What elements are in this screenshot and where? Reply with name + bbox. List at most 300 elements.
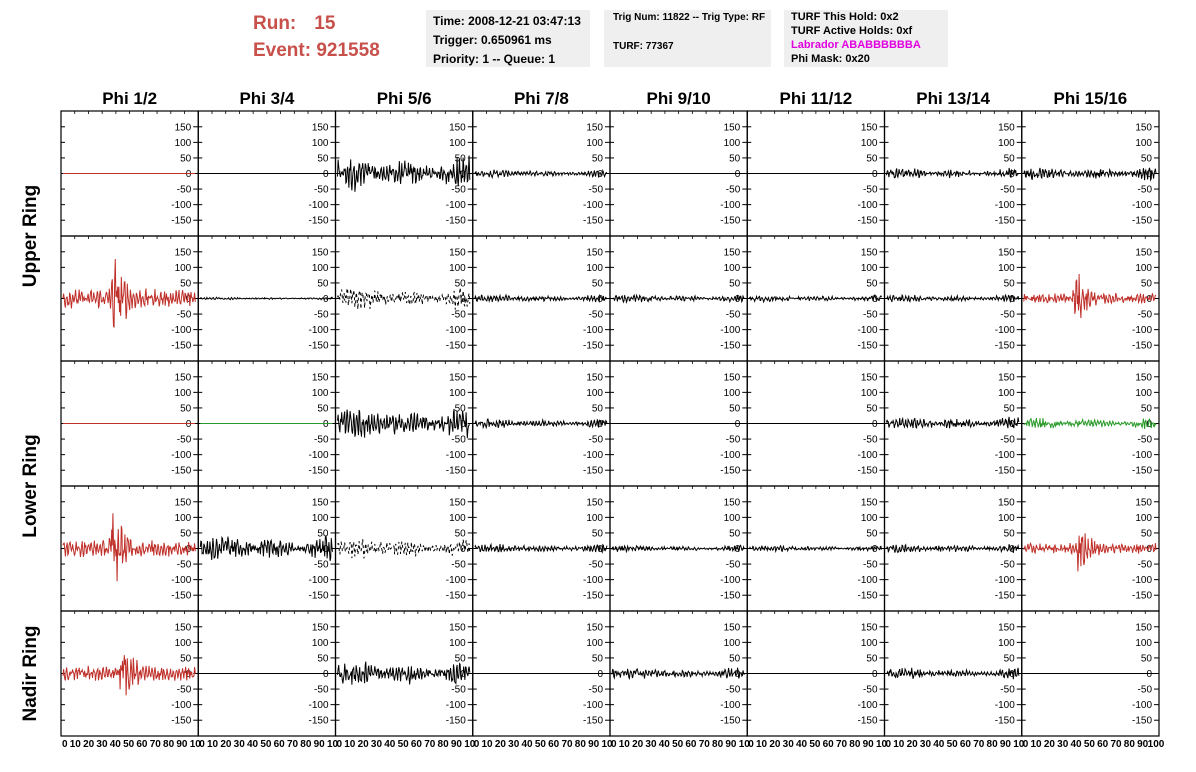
y-tick-label-r4-c7-0: 150 <box>998 497 1015 509</box>
y-tick-label-r5-c1-1: 100 <box>174 637 192 649</box>
y-tick-label-r2-c8-0: 150 <box>1135 247 1152 259</box>
y-tick-label-r4-c8-5: -100 <box>1131 575 1152 587</box>
y-tick-label-r5-c3-0: 150 <box>449 622 466 634</box>
y-tick-label-r3-c1-5: -100 <box>171 450 192 462</box>
x-tick-label-c6-1: 10 <box>756 739 768 750</box>
y-tick-label-r3-c3-5: -100 <box>445 450 466 462</box>
x-tick-label-c4-5: 50 <box>534 739 546 750</box>
y-tick-label-r4-c2-4: -50 <box>314 559 329 571</box>
y-tick-label-r4-c2-1: 100 <box>311 512 329 524</box>
x-tick-label-c2-6: 60 <box>273 739 285 750</box>
y-tick-label-r3-c6-4: -50 <box>863 434 878 446</box>
y-tick-label-r3-c6-6: -150 <box>857 465 878 477</box>
y-tick-label-r3-c8-2: 50 <box>1140 403 1152 415</box>
y-tick-label-r1-c3-4: -50 <box>451 184 466 196</box>
y-tick-label-r4-c2-5: -100 <box>308 575 329 587</box>
y-tick-label-r1-c8-2: 50 <box>1140 153 1152 165</box>
y-tick-label-r2-c2-3: 0 <box>322 294 329 305</box>
y-tick-label-r4-c4-5: -100 <box>582 575 603 587</box>
y-tick-label-r1-c1-5: -100 <box>171 200 192 212</box>
y-tick-label-r3-c7-3: 0 <box>1009 419 1015 430</box>
waveform-r3-c4 <box>475 419 607 428</box>
y-tick-label-r5-c1-2: 50 <box>180 653 192 665</box>
y-tick-label-r1-c3-5: -100 <box>445 200 466 212</box>
x-tick-label-c6-5: 50 <box>809 739 821 750</box>
y-tick-label-r4-c3-4: -50 <box>451 559 466 571</box>
y-tick-label-r2-c7-1: 100 <box>998 262 1015 274</box>
y-tick-label-r1-c2-1: 100 <box>311 137 329 149</box>
phi-mask-text: Phi Mask: 0x20 <box>791 53 870 65</box>
y-tick-label-r3-c1-3: 0 <box>185 419 192 430</box>
x-tick-label-c5-0: 0 <box>611 739 617 750</box>
column-title-8: Phi 15/16 <box>1053 89 1128 108</box>
y-tick-label-r2-c3-5: -100 <box>445 325 466 337</box>
x-tick-label-c7-0: 0 <box>885 739 892 750</box>
x-tick-label-c2-1: 10 <box>207 739 219 750</box>
y-tick-label-r2-c5-1: 100 <box>723 262 741 274</box>
y-tick-label-r3-c2-4: -50 <box>314 434 329 446</box>
y-tick-label-r1-c2-0: 150 <box>311 122 329 134</box>
y-tick-label-r2-c4-0: 150 <box>586 247 603 259</box>
x-tick-label-c5-2: 20 <box>632 739 644 750</box>
y-tick-label-r5-c8-4: -50 <box>1137 684 1152 696</box>
ring-label-3: Nadir Ring <box>20 625 41 722</box>
x-tick-label-c4-0: 0 <box>473 739 480 750</box>
x-tick-label-c5-10: 10 <box>738 739 750 750</box>
x-tick-label-c8-10: 100 <box>1147 739 1165 750</box>
y-tick-label-r5-c5-1: 100 <box>723 637 741 649</box>
y-tick-label-r3-c3-4: -50 <box>451 434 466 446</box>
y-tick-label-r5-c3-6: -150 <box>445 715 466 727</box>
x-tick-label-c3-9: 90 <box>450 739 462 750</box>
waveform-r2-c8 <box>1024 274 1156 318</box>
y-tick-label-r5-c1-6: -150 <box>171 715 192 727</box>
y-tick-label-r2-c4-5: -100 <box>582 325 603 337</box>
x-tick-label-c6-4: 40 <box>795 739 808 750</box>
y-tick-label-r3-c5-0: 150 <box>723 372 741 384</box>
x-tick-label-c2-2: 20 <box>220 739 232 750</box>
y-tick-label-r2-c4-3: 0 <box>597 294 603 305</box>
y-tick-label-r5-c3-4: -50 <box>451 684 466 696</box>
y-tick-label-r1-c2-5: -100 <box>308 200 329 212</box>
x-tick-label-c8-3: 30 <box>1057 739 1069 750</box>
y-tick-label-r2-c8-6: -150 <box>1131 340 1152 352</box>
y-tick-label-r2-c5-0: 150 <box>723 247 741 259</box>
x-tick-label-c5-5: 50 <box>672 739 684 750</box>
y-tick-label-r5-c5-5: -100 <box>720 700 741 712</box>
x-tick-label-c7-5: 50 <box>946 739 958 750</box>
y-tick-label-r4-c5-1: 100 <box>723 512 741 524</box>
y-tick-label-r2-c1-2: 50 <box>180 278 192 290</box>
y-tick-label-r2-c6-2: 50 <box>866 278 878 290</box>
y-tick-label-r3-c3-2: 50 <box>454 403 466 415</box>
x-tick-label-c8-9: 90 <box>1137 739 1149 750</box>
y-tick-label-r4-c1-0: 150 <box>174 497 192 509</box>
run-label: Run: <box>253 13 297 34</box>
y-tick-label-r3-c2-6: -150 <box>308 465 329 477</box>
y-tick-label-r3-c4-4: -50 <box>588 434 603 446</box>
trig-num-text: Trig Num: 11822 -- Trig Type: RF <box>613 12 766 23</box>
x-tick-label-c2-5: 50 <box>260 739 272 750</box>
x-tick-label-c3-5: 50 <box>397 739 409 750</box>
x-tick-label-c7-2: 20 <box>906 739 918 750</box>
y-tick-label-r3-c5-1: 100 <box>723 387 741 399</box>
x-tick-label-c2-4: 40 <box>246 739 259 750</box>
waveform-r4-c7 <box>887 544 1019 553</box>
x-tick-label-c4-3: 30 <box>508 739 520 750</box>
y-tick-label-r1-c3-0: 150 <box>449 122 466 134</box>
y-tick-label-r1-c4-4: -50 <box>588 184 603 196</box>
waveform-r4-c2 <box>200 535 332 561</box>
x-tick-label-c6-10: 10 <box>875 739 888 750</box>
y-tick-label-r3-c6-3: 0 <box>871 419 878 430</box>
y-tick-label-r3-c6-5: -100 <box>857 450 878 462</box>
y-tick-label-r4-c8-2: 50 <box>1140 528 1152 540</box>
y-tick-label-r3-c6-2: 50 <box>866 403 878 415</box>
y-tick-label-r2-c8-5: -100 <box>1131 325 1152 337</box>
waveform-r5-c1 <box>63 655 195 695</box>
x-tick-label-c1-4: 40 <box>109 739 121 750</box>
x-tick-label-c5-9: 90 <box>725 739 737 750</box>
x-tick-label-c8-2: 20 <box>1043 739 1055 750</box>
y-tick-label-r1-c5-6: -150 <box>720 215 741 227</box>
x-tick-label-c7-4: 40 <box>933 739 945 750</box>
x-tick-label-c8-6: 60 <box>1097 739 1109 750</box>
column-title-3: Phi 5/6 <box>376 89 432 108</box>
y-tick-label-r5-c4-1: 100 <box>586 637 603 649</box>
y-tick-label-r3-c7-6: -150 <box>994 465 1015 477</box>
waveform-r3-c8 <box>1024 418 1156 429</box>
y-tick-label-r1-c8-1: 100 <box>1135 137 1152 149</box>
y-tick-label-r1-c4-3: 0 <box>597 169 603 180</box>
y-tick-label-r4-c7-3: 0 <box>1009 544 1015 555</box>
y-tick-label-r5-c6-6: -150 <box>857 715 878 727</box>
x-tick-label-c7-3: 30 <box>919 739 932 750</box>
y-tick-label-r2-c6-0: 150 <box>860 247 878 259</box>
y-tick-label-r4-c3-1: 100 <box>449 512 466 524</box>
y-tick-label-r2-c2-0: 150 <box>311 247 329 259</box>
y-tick-label-r1-c1-6: -150 <box>171 215 192 227</box>
x-tick-label-c3-1: 10 <box>344 739 356 750</box>
x-tick-label-c2-10: 10 <box>326 739 339 750</box>
column-title-5: Phi 9/10 <box>646 89 711 108</box>
y-tick-label-r4-c4-1: 100 <box>586 512 603 524</box>
y-tick-label-r1-c6-3: 0 <box>871 169 878 180</box>
y-tick-label-r4-c8-6: -150 <box>1131 590 1152 602</box>
y-tick-label-r4-c5-0: 150 <box>723 497 741 509</box>
y-tick-label-r1-c4-0: 150 <box>586 122 603 134</box>
waveform-r2-c5 <box>612 295 744 302</box>
y-tick-label-r1-c6-2: 50 <box>866 153 878 165</box>
waveform-r5-c3 <box>338 662 470 685</box>
y-tick-label-r3-c3-0: 150 <box>449 372 466 384</box>
y-tick-label-r1-c7-6: -150 <box>994 215 1015 227</box>
y-tick-label-r3-c8-5: -100 <box>1131 450 1152 462</box>
y-tick-label-r4-c1-5: -100 <box>171 575 192 587</box>
x-tick-label-c2-0: 0 <box>199 739 205 750</box>
x-tick-label-c8-4: 40 <box>1070 739 1082 750</box>
y-tick-label-r4-c1-6: -150 <box>171 590 192 602</box>
x-tick-label-c2-9: 90 <box>313 739 325 750</box>
y-tick-label-r1-c2-4: -50 <box>314 184 329 196</box>
y-tick-label-r1-c8-0: 150 <box>1135 122 1152 134</box>
y-tick-label-r3-c2-0: 150 <box>311 372 329 384</box>
y-tick-label-r5-c4-5: -100 <box>582 700 603 712</box>
y-tick-label-r5-c1-5: -100 <box>171 700 192 712</box>
y-tick-label-r5-c1-0: 150 <box>174 622 192 634</box>
x-tick-label-c2-7: 70 <box>286 739 299 750</box>
y-tick-label-r4-c1-2: 50 <box>180 528 192 540</box>
x-tick-label-c6-6: 60 <box>822 739 834 750</box>
waveform-r2-c6 <box>749 295 881 302</box>
waveform-r3-c7 <box>887 417 1019 428</box>
run-value: 15 <box>314 13 336 34</box>
y-tick-label-r3-c7-2: 50 <box>1003 403 1015 415</box>
y-tick-label-r1-c8-5: -100 <box>1131 200 1152 212</box>
y-tick-label-r3-c5-3: 0 <box>734 419 741 430</box>
y-tick-label-r2-c3-6: -150 <box>445 340 466 352</box>
y-tick-label-r3-c1-1: 100 <box>174 387 192 399</box>
x-tick-label-c6-0: 0 <box>748 739 754 750</box>
y-tick-label-r2-c4-6: -150 <box>582 340 603 352</box>
y-tick-label-r2-c5-4: -50 <box>725 309 741 321</box>
y-tick-label-r3-c8-3: 0 <box>1146 419 1152 430</box>
waveform-r1-c8 <box>1024 168 1156 180</box>
y-tick-label-r1-c7-1: 100 <box>998 137 1015 149</box>
y-tick-label-r2-c6-5: -100 <box>857 325 878 337</box>
x-tick-label-c5-4: 40 <box>658 739 670 750</box>
x-tick-label-c4-2: 20 <box>494 739 506 750</box>
x-tick-label-c6-8: 80 <box>849 739 861 750</box>
y-tick-label-r3-c1-4: -50 <box>176 434 192 446</box>
x-tick-label-c8-5: 50 <box>1083 739 1095 750</box>
x-tick-label-c6-2: 20 <box>769 739 781 750</box>
y-tick-label-r4-c3-6: -150 <box>445 590 466 602</box>
y-tick-label-r5-c7-0: 150 <box>998 622 1015 634</box>
y-tick-label-r4-c5-3: 0 <box>734 544 741 555</box>
y-tick-label-r1-c2-3: 0 <box>322 169 329 180</box>
y-tick-label-r4-c6-1: 100 <box>860 512 878 524</box>
y-tick-label-r2-c1-1: 100 <box>174 262 192 274</box>
y-tick-label-r2-c2-2: 50 <box>317 278 329 290</box>
x-tick-label-c4-8: 80 <box>574 739 586 750</box>
y-tick-label-r4-c5-2: 50 <box>729 528 741 540</box>
y-tick-label-r4-c2-0: 150 <box>311 497 329 509</box>
y-tick-label-r3-c1-6: -150 <box>171 465 192 477</box>
y-tick-label-r1-c7-3: 0 <box>1009 169 1015 180</box>
y-tick-label-r1-c7-4: -50 <box>1000 184 1015 196</box>
waveform-r1-c7 <box>887 168 1019 178</box>
trigger-text: Trigger: 0.650961 ms <box>433 33 552 47</box>
y-tick-label-r2-c8-1: 100 <box>1135 262 1152 274</box>
y-tick-label-r4-c3-0: 150 <box>449 497 466 509</box>
column-title-7: Phi 13/14 <box>916 89 990 108</box>
y-tick-label-r4-c2-6: -150 <box>308 590 329 602</box>
y-tick-label-r1-c3-1: 100 <box>449 137 466 149</box>
y-tick-label-r1-c1-2: 50 <box>180 153 192 165</box>
y-tick-label-r5-c2-3: 0 <box>322 669 329 680</box>
y-tick-label-r1-c4-2: 50 <box>591 153 603 165</box>
x-tick-label-c5-8: 80 <box>712 739 724 750</box>
y-tick-label-r2-c2-4: -50 <box>314 309 329 321</box>
waveform-r5-c7 <box>887 668 1019 679</box>
y-tick-label-r1-c6-4: -50 <box>863 184 878 196</box>
y-tick-label-r3-c7-4: -50 <box>1000 434 1015 446</box>
y-tick-label-r5-c3-3: 0 <box>460 669 466 680</box>
y-tick-label-r2-c7-4: -50 <box>1000 309 1015 321</box>
y-tick-label-r2-c7-3: 0 <box>1009 294 1015 305</box>
y-tick-label-r3-c5-2: 50 <box>729 403 741 415</box>
event-value: 921558 <box>316 40 380 61</box>
y-tick-label-r2-c1-0: 150 <box>174 247 192 259</box>
y-tick-label-r5-c7-5: -100 <box>994 700 1015 712</box>
x-tick-label-c7-7: 70 <box>973 739 985 750</box>
y-tick-label-r5-c5-6: -150 <box>720 715 741 727</box>
x-tick-label-c4-10: 10 <box>601 739 613 750</box>
x-tick-label-c1-8: 80 <box>163 739 175 750</box>
x-tick-label-c3-4: 40 <box>384 739 396 750</box>
x-tick-label-c1-3: 30 <box>96 739 108 750</box>
y-tick-label-r2-c2-1: 100 <box>311 262 329 274</box>
waveform-r4-c4 <box>475 544 607 552</box>
y-tick-label-r1-c3-2: 50 <box>454 153 466 165</box>
waveform-r2-c4 <box>475 295 607 302</box>
y-tick-label-r3-c1-0: 150 <box>174 372 192 384</box>
x-tick-label-c4-7: 70 <box>561 739 573 750</box>
x-tick-label-c7-10: 10 <box>1013 739 1025 750</box>
y-tick-label-r2-c3-0: 150 <box>449 247 466 259</box>
y-tick-label-r5-c4-0: 150 <box>586 622 603 634</box>
y-tick-label-r3-c8-1: 100 <box>1135 387 1152 399</box>
y-tick-label-r5-c4-4: -50 <box>588 684 603 696</box>
y-tick-label-r4-c4-3: 0 <box>597 544 603 555</box>
y-tick-label-r4-c8-4: -50 <box>1137 559 1152 571</box>
y-tick-label-r3-c7-1: 100 <box>998 387 1015 399</box>
y-tick-label-r5-c7-3: 0 <box>1009 669 1015 680</box>
y-tick-label-r2-c3-3: 0 <box>460 294 466 305</box>
y-tick-label-r4-c4-2: 50 <box>591 528 603 540</box>
ring-label-2: Lower Ring <box>20 434 41 538</box>
y-tick-label-r2-c5-2: 50 <box>729 278 741 290</box>
y-tick-label-r5-c7-1: 100 <box>998 637 1015 649</box>
y-tick-label-r2-c6-1: 100 <box>860 262 878 274</box>
y-tick-label-r5-c2-0: 150 <box>311 622 329 634</box>
x-tick-label-c1-1: 10 <box>69 739 81 750</box>
x-tick-label-c4-4: 40 <box>521 739 533 750</box>
waveform-r4-c3 <box>338 539 470 558</box>
y-tick-label-r4-c3-3: 0 <box>460 544 466 555</box>
x-tick-label-c8-8: 80 <box>1123 739 1135 750</box>
y-tick-label-r2-c1-6: -150 <box>171 340 192 352</box>
y-tick-label-r1-c1-3: 0 <box>185 169 192 180</box>
x-tick-label-c1-0: 0 <box>62 739 68 750</box>
waveform-r1-c3 <box>338 156 470 192</box>
y-tick-label-r4-c6-3: 0 <box>871 544 878 555</box>
x-tick-label-c7-9: 90 <box>999 739 1011 750</box>
y-tick-label-r3-c5-5: -100 <box>720 450 741 462</box>
x-tick-label-c5-1: 10 <box>618 739 630 750</box>
ring-label-1: Upper Ring <box>20 184 41 288</box>
labrador-text: Labrador ABABBBBBBA <box>791 39 921 51</box>
waveform-r4-c5 <box>612 545 744 551</box>
y-tick-label-r4-c1-1: 100 <box>174 512 192 524</box>
y-tick-label-r5-c4-6: -150 <box>582 715 603 727</box>
y-tick-label-r2-c8-4: -50 <box>1137 309 1152 321</box>
y-tick-label-r3-c7-5: -100 <box>994 450 1015 462</box>
y-tick-label-r3-c6-1: 100 <box>860 387 878 399</box>
waveform-r2-c7 <box>887 295 1019 302</box>
y-tick-label-r5-c2-5: -100 <box>308 700 329 712</box>
y-tick-label-r4-c7-5: -100 <box>994 575 1015 587</box>
y-tick-label-r4-c6-4: -50 <box>863 559 878 571</box>
y-tick-label-r2-c6-4: -50 <box>863 309 878 321</box>
y-tick-label-r5-c8-1: 100 <box>1135 637 1152 649</box>
y-tick-label-r5-c2-2: 50 <box>317 653 329 665</box>
turf-active-holds-text: TURF Active Holds: 0xf <box>791 25 913 37</box>
y-tick-label-r5-c6-5: -100 <box>857 700 878 712</box>
y-tick-label-r5-c7-2: 50 <box>1003 653 1015 665</box>
column-title-1: Phi 1/2 <box>102 89 158 108</box>
y-tick-label-r2-c7-2: 50 <box>1003 278 1015 290</box>
y-tick-label-r2-c5-5: -100 <box>720 325 741 337</box>
x-tick-label-c1-6: 60 <box>136 739 148 750</box>
y-tick-label-r5-c3-5: -100 <box>445 700 466 712</box>
y-tick-label-r2-c4-2: 50 <box>591 278 603 290</box>
y-tick-label-r4-c2-3: 0 <box>322 544 329 555</box>
y-tick-label-r4-c8-3: 0 <box>1146 544 1152 555</box>
x-tick-label-c2-3: 30 <box>233 739 245 750</box>
x-tick-label-c5-7: 70 <box>698 739 710 750</box>
y-tick-label-r5-c8-0: 150 <box>1135 622 1152 634</box>
y-tick-label-r1-c8-4: -50 <box>1137 184 1152 196</box>
y-tick-label-r4-c4-4: -50 <box>588 559 603 571</box>
y-tick-label-r1-c2-2: 50 <box>317 153 329 165</box>
y-tick-label-r5-c1-3: 0 <box>185 669 192 680</box>
y-tick-label-r3-c3-1: 100 <box>449 387 466 399</box>
y-tick-label-r1-c1-0: 150 <box>174 122 192 134</box>
y-tick-label-r5-c3-2: 50 <box>454 653 466 665</box>
x-tick-label-c3-8: 80 <box>437 739 449 750</box>
y-tick-label-r2-c7-6: -150 <box>994 340 1015 352</box>
y-tick-label-r4-c6-5: -100 <box>857 575 878 587</box>
y-tick-label-r1-c5-4: -50 <box>725 184 741 196</box>
y-tick-label-r3-c4-6: -150 <box>582 465 603 477</box>
y-tick-label-r2-c8-2: 50 <box>1140 278 1152 290</box>
y-tick-label-r1-c6-5: -100 <box>857 200 878 212</box>
y-tick-label-r4-c5-6: -150 <box>720 590 741 602</box>
y-tick-label-r2-c7-5: -100 <box>994 325 1015 337</box>
y-tick-label-r3-c4-0: 150 <box>586 372 603 384</box>
y-tick-label-r3-c6-0: 150 <box>860 372 878 384</box>
y-tick-label-r3-c4-5: -100 <box>582 450 603 462</box>
y-tick-label-r5-c2-1: 100 <box>311 637 329 649</box>
column-title-6: Phi 11/12 <box>779 89 853 108</box>
y-tick-label-r4-c4-0: 150 <box>586 497 603 509</box>
column-title-2: Phi 3/4 <box>239 89 295 108</box>
y-tick-label-r4-c7-2: 50 <box>1003 528 1015 540</box>
y-tick-label-r4-c7-6: -150 <box>994 590 1015 602</box>
y-tick-label-r5-c4-3: 0 <box>597 669 603 680</box>
x-tick-label-c1-9: 90 <box>176 739 188 750</box>
y-tick-label-r2-c4-4: -50 <box>588 309 603 321</box>
waveform-r1-c4 <box>475 170 607 178</box>
y-tick-label-r1-c3-3: 0 <box>460 169 466 180</box>
y-tick-label-r2-c3-1: 100 <box>449 262 466 274</box>
y-tick-label-r3-c8-6: -150 <box>1131 465 1152 477</box>
x-tick-label-c6-7: 70 <box>835 739 848 750</box>
y-tick-label-r3-c4-1: 100 <box>586 387 603 399</box>
x-tick-label-c1-10: 10 <box>189 739 201 750</box>
